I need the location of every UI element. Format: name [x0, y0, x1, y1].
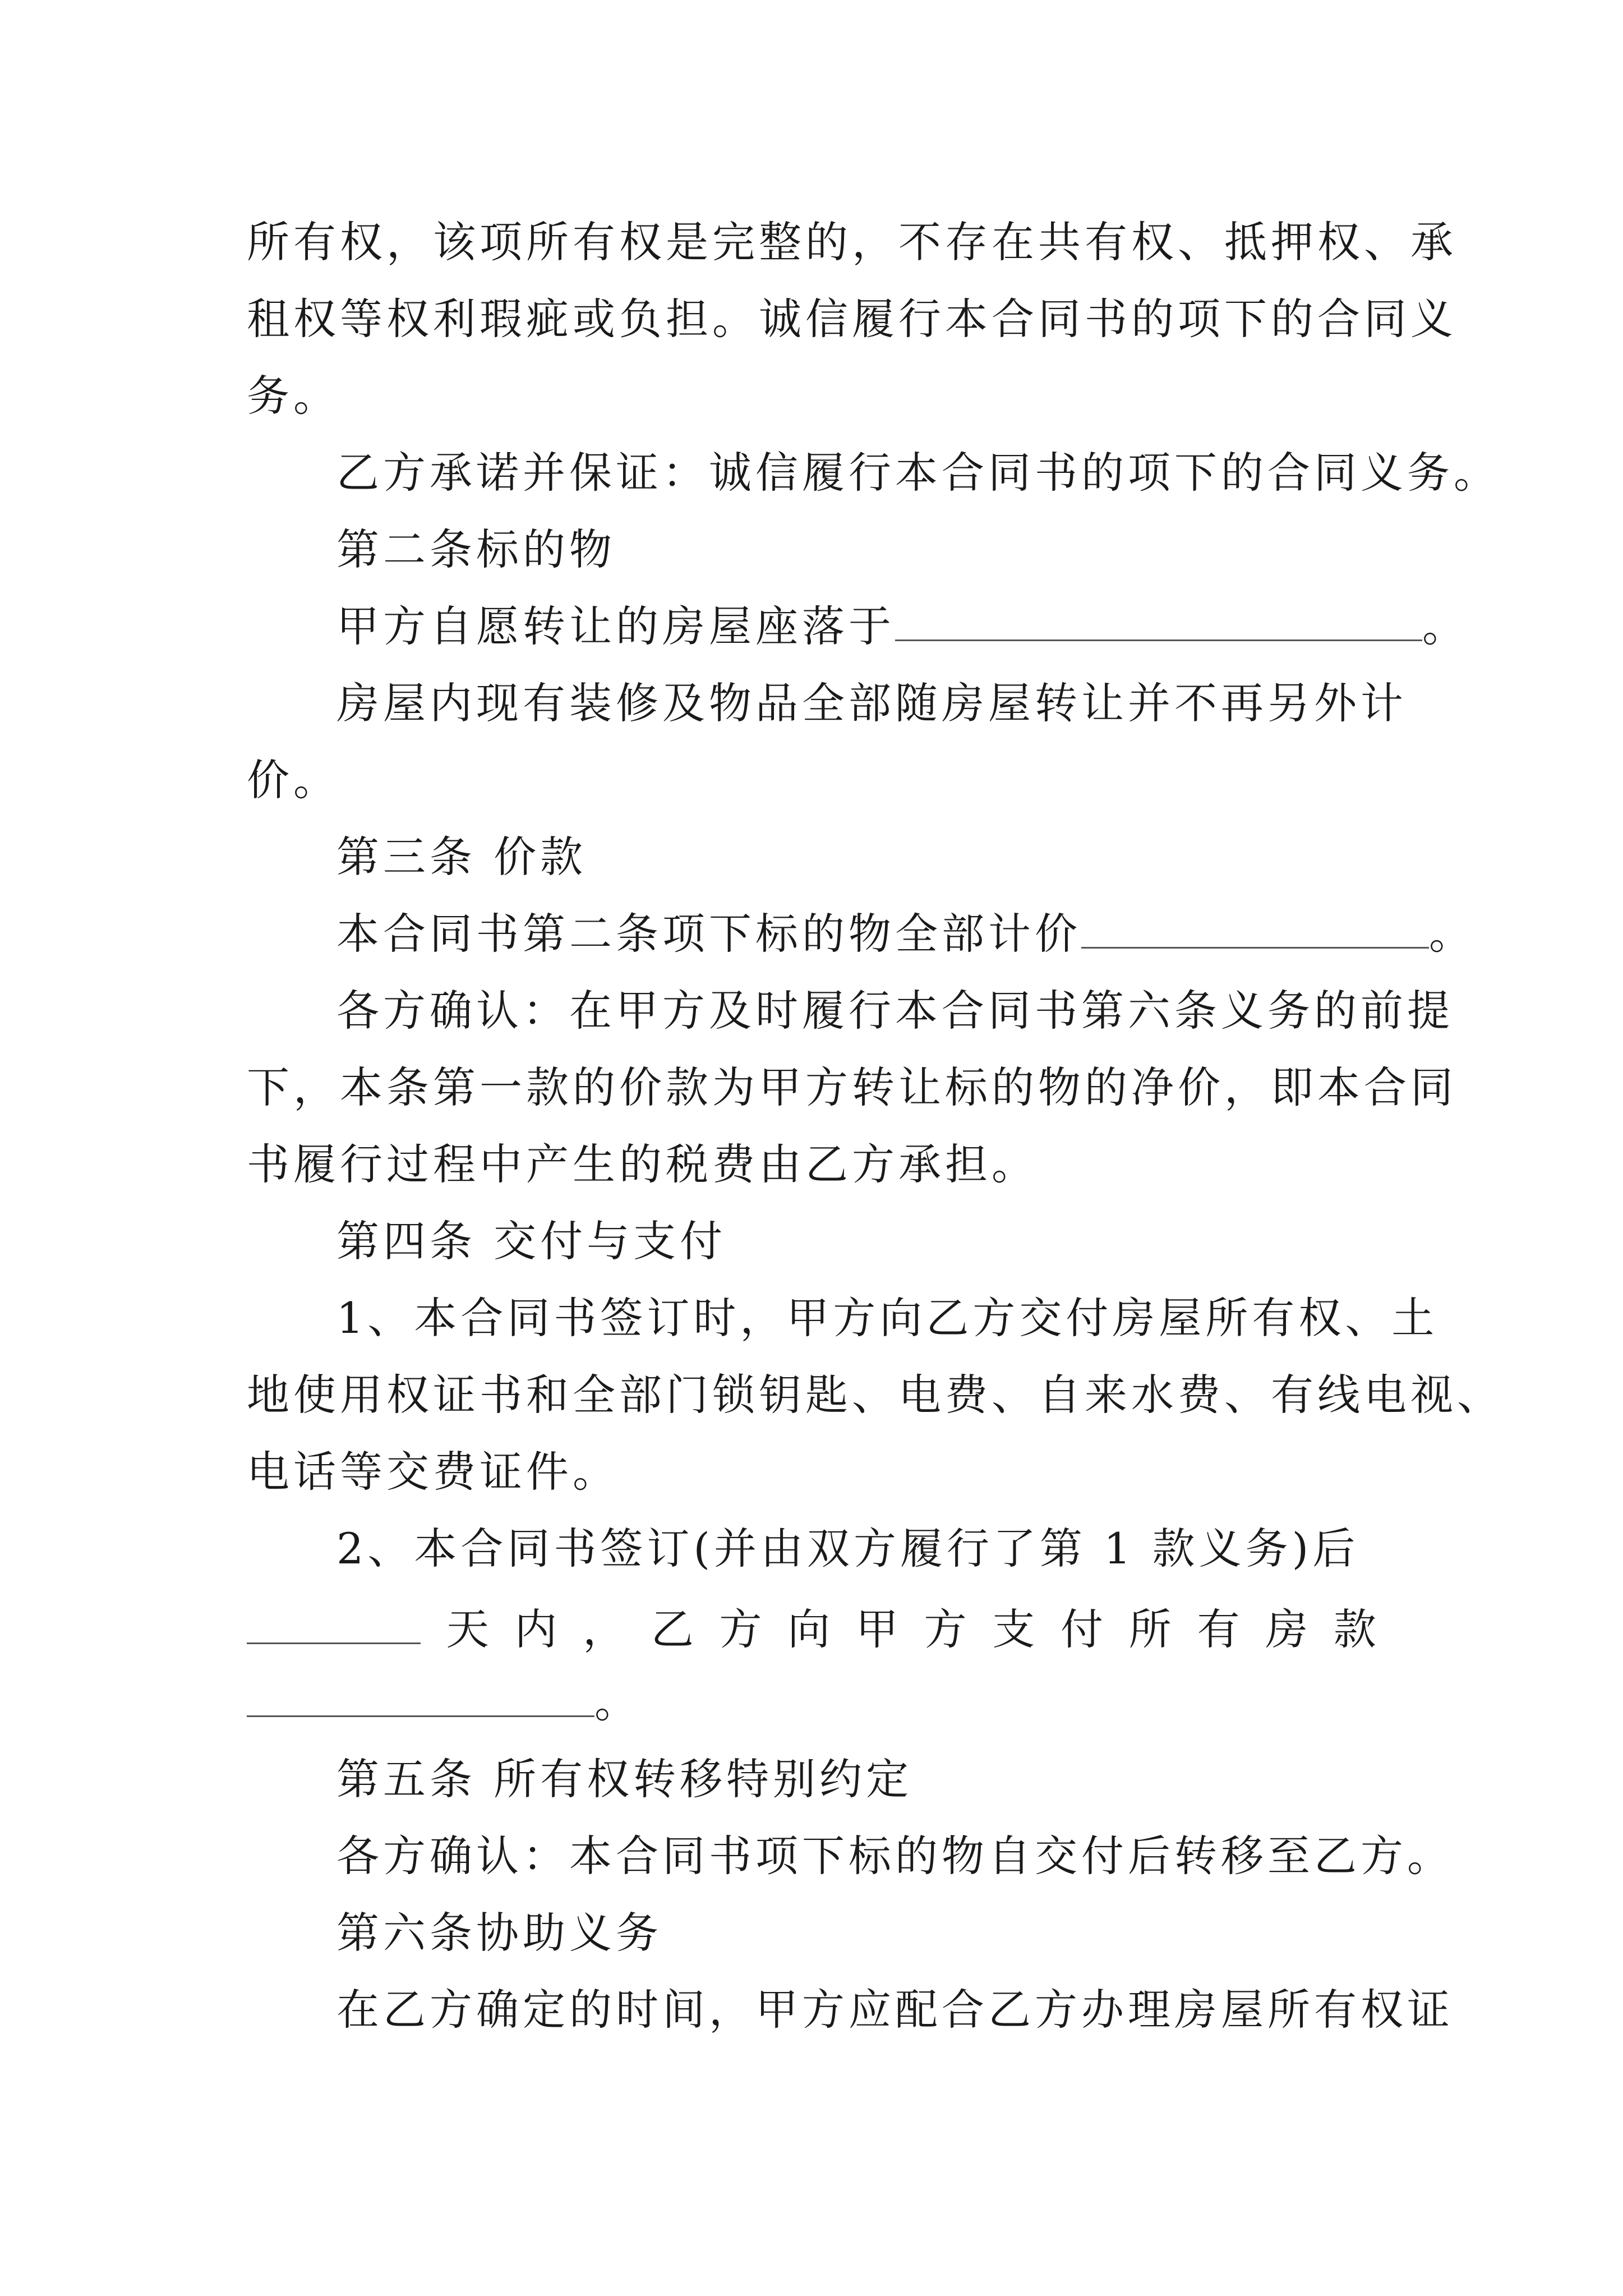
line-char: 甲: [855, 1604, 898, 1654]
fill-in-blank: [247, 1681, 594, 1717]
line-end-punct: 。: [1429, 909, 1476, 959]
paragraph-line: [247, 1658, 641, 1747]
section-heading: 第二条标的物: [336, 524, 616, 574]
paragraph-line: 下，本条第一款的价款为甲方转让标的物的净价，即本合同: [247, 1062, 1457, 1112]
line-char: 方: [719, 1604, 762, 1654]
line-end-punct: 。: [1422, 601, 1469, 651]
paragraph-line: 价。: [247, 755, 340, 805]
section-heading: 第六条协助义务: [336, 1908, 662, 1958]
line-char: ，: [583, 1604, 626, 1654]
paragraph-line: 租权等权利瑕疵或负担。诚信履行本合同书的项下的合同义: [247, 294, 1457, 344]
justified-line: [247, 1581, 1376, 1671]
paragraph-line: 1、本合同书签订时，甲方向乙方交付房屋所有权、土: [336, 1293, 1438, 1343]
paragraph-line: 在乙方确定的时间，甲方应配合乙方办理房屋所有权证: [336, 1985, 1454, 2035]
line-char: 乙: [651, 1604, 694, 1654]
paragraph-line: 书履行过程中产生的税费由乙方承担。: [247, 1139, 1038, 1189]
line-char: 向: [787, 1604, 831, 1654]
fill-in-blank: [1081, 912, 1429, 949]
line-char: 所: [1128, 1604, 1172, 1654]
line-char: 方: [924, 1604, 967, 1654]
line-char: 支: [992, 1604, 1035, 1654]
line-char: 房: [1265, 1604, 1308, 1654]
paragraph-line: 乙方承诺并保证：诚信履行本合同书的项下的合同义务。: [336, 448, 1500, 498]
paragraph-line: 务。: [247, 371, 340, 421]
line-char: 天: [446, 1604, 489, 1654]
line-text: 本合同书第二条项下标的物全部计价: [336, 909, 1081, 959]
fill-in-blank: [247, 1608, 421, 1644]
line-char: 有: [1197, 1604, 1240, 1654]
paragraph-line: [336, 889, 1476, 979]
paragraph-line: 各方确认：本合同书项下标的物自交付后转移至乙方。: [336, 1831, 1454, 1881]
line-char: 付: [1061, 1604, 1104, 1654]
paragraph-line: 电话等交费证件。: [247, 1447, 619, 1497]
section-heading: 第四条 交付与支付: [336, 1216, 727, 1266]
line-end-punct: 。: [594, 1677, 641, 1727]
paragraph-line: [336, 582, 1469, 671]
line-char: 内: [514, 1604, 557, 1654]
line-char: 款: [1333, 1604, 1376, 1654]
paragraph-line: 所有权，该项所有权是完整的，不存在共有权、抵押权、承: [247, 217, 1457, 267]
section-heading: 第五条 所有权转移特别约定: [336, 1754, 913, 1804]
paragraph-line: 各方确认：在甲方及时履行本合同书第六条义务的前提: [336, 986, 1454, 1036]
paragraph-line: 地使用权证书和全部门锁钥匙、电费、自来水费、有线电视、: [247, 1370, 1504, 1420]
fill-in-blank: [895, 605, 1422, 641]
paragraph-line: 房屋内现有装修及物品全部随房屋转让并不再另外计: [336, 678, 1407, 728]
section-heading: 第三条 价款: [336, 832, 587, 882]
paragraph-line: 2、本合同书签订(并由双方履行了第 1 款义务)后: [336, 1524, 1359, 1573]
line-text: 甲方自愿转让的房屋座落于: [336, 601, 895, 651]
